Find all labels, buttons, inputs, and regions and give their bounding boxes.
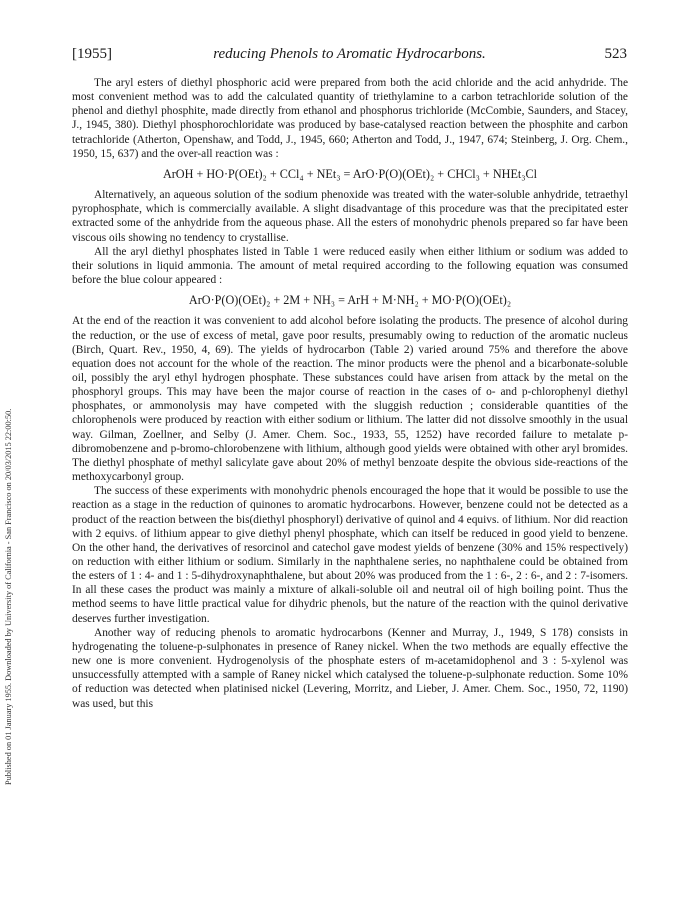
article-body (72, 76, 628, 711)
download-watermark (4, 95, 16, 785)
page-number: 523 (604, 46, 627, 62)
header-title: reducing Phenols to Aromatic Hydrocarbons. (213, 46, 486, 62)
running-header (72, 46, 627, 66)
paragraph-reaction-products: At the end of the reaction it was convenient to add alcohol before isolating the products. The presence of alcohol during the reduction, or the use of excess of metal, gave poor results, presumably owing to reduction of the aromatic nucleus (Birch, Quart. Rev., 1950, 4, 69). The yields of hydrocarbon (Table 2) varied around 75% and therefore the above equation does not account for the whole of the reaction. The minor products were the phenol and a bicarbonate-soluble oil, possibly the aryl ethyl hydrogen phosphate. These substances could have arisen from attack by the metal on the phosphoryl groups. This may have been the major course of reaction in the cases of o- and p-chlorophenyl diethyl phosphates, or ammonolysis may have competed with the sluggish reduction ; considerable quantities of the chlorophenols were produced by reaction with either sodium or lithium. The latter did not dissolve smoothly in the usual way. Gilman, Zoellner, and Selby (J. Amer. Chem. Soc., 1933, 55, 1252) have recorded failure to metalate p-dibromobenzene and p-bromo-chlorobenzene with lithium, although good yields were obtained with other aryl bromides. The diethyl phosphate of methyl salicylate gave about 20% of methyl benzoate despite the obvious side-reactions of the methoxycarbonyl group. (72, 315, 628, 484)
equation-esterification: ArOH + HO·P(OEt)₂ + CCl₄ + NEt₃ = ArO·P(O)(OEt)₂ + CHCl₃ + NHEt₃Cl (162, 166, 538, 181)
paragraph-esters-preparation: The aryl esters of diethyl phosphoric acid were prepared from both the acid chloride and the acid anhydride. The most convenient method was to add the calculated quantity of triethylamine to a carbon tetrachloride solution of the phenol and diethyl phosphite, made directly from ethanol and phosphorus trichloride (McCombie, Saunders, and Stacey, J., 1945, 380). Diethyl phosphorochloridate was produced by base-catalysed reaction between the phosphite and carbon tetrachloride (Atherton, Openshaw, and Todd, J., 1945, 660; Atherton and Todd, J., 1947, 674; Steinberg, J. Org. Chem., 1950, 15, 637) and the over-all reaction was : (72, 77, 628, 160)
paragraph-quinones: The success of these experiments with monohydric phenols encouraged the hope that it would be possible to use the reaction as a stage in the reduction of quinones to aromatic hydrocarbons. However, benzene could not be detected as a product of the reaction between the bis(diethyl phosphoryl) derivative of quinol and 4 equivs. of lithium. Nor did reaction with 2 equivs. of lithium appear to give diethyl phenyl phosphate, which can itself be reduced in good yield to benzene. On the other hand, the derivatives of resorcinol and catechol gave modest yields of benzene (30% and 15% respectively) on reduction with either lithium or sodium. Similarly in the naphthalene series, no naphthalene could be obtained from the esters of 1 : 4- and 1 : 5-dihydroxynaphthalene, but about 20% was produced from the 1 : 6-, 2 : 6-, and 2 : 7-isomers. In all these cases the product was mainly a mixture of alkali-soluble oil and neutral oil of high boiling point. Thus the method seems to have little practical value for dihydric phenols, but the nature of the reaction with the quinol derivative deserves further investigation. (72, 485, 628, 625)
equation-reduction: ArO·P(O)(OEt)₂ + 2M + NH₃ = ArH + M·NH₂ + MO·P(O)(OEt)₂ (188, 293, 512, 308)
paragraph-reduction: All the aryl diethyl phosphates listed in Table 1 were reduced easily when either lithium or sodium was added to their solutions in liquid ammonia. The amount of metal required according to the following equation was consumed before the blue colour appeared : (72, 245, 628, 287)
paragraph-hydrogenolysis: Another way of reducing phenols to aromatic hydrocarbons (Kenner and Murray, J., 1949, S 178) consists in hydrogenating the toluene-p-sulphonates in presence of Raney nickel. When the two methods are equally effective the new one is more convenient. Hydrogenolysis of the phosphate esters of m-acetamidophenol and 3 : 5-xylenol was unsuccessfully attempted with a sample of Raney nickel which catalysed the toluene-p-sulphonate reduction. Some 10% of reduction was detected when platinised nickel (Levering, Morritz, and Lieber, J. Amer. Chem. Soc., 1950, 72, 1190) was used, but this (72, 626, 628, 710)
paragraph-alternative-method: Alternatively, an aqueous solution of the sodium phenoxide was treated with the water-soluble anhydride, tetraethyl pyrophosphate, which is commercially available. A slight disadvantage of this procedure was that the precipitated ester extracted some of the anhydride from the aqueous phase. All the esters of monohydric phenols prepared so far have been viscous oils showing no tendency to crystallise. (72, 189, 628, 244)
header-year: [1955] (72, 46, 112, 62)
download-watermark-text: Published on 01 January 1955. Downloaded by University of California - San Francisco on 20/03/2015 22:00:50. (4, 408, 13, 785)
